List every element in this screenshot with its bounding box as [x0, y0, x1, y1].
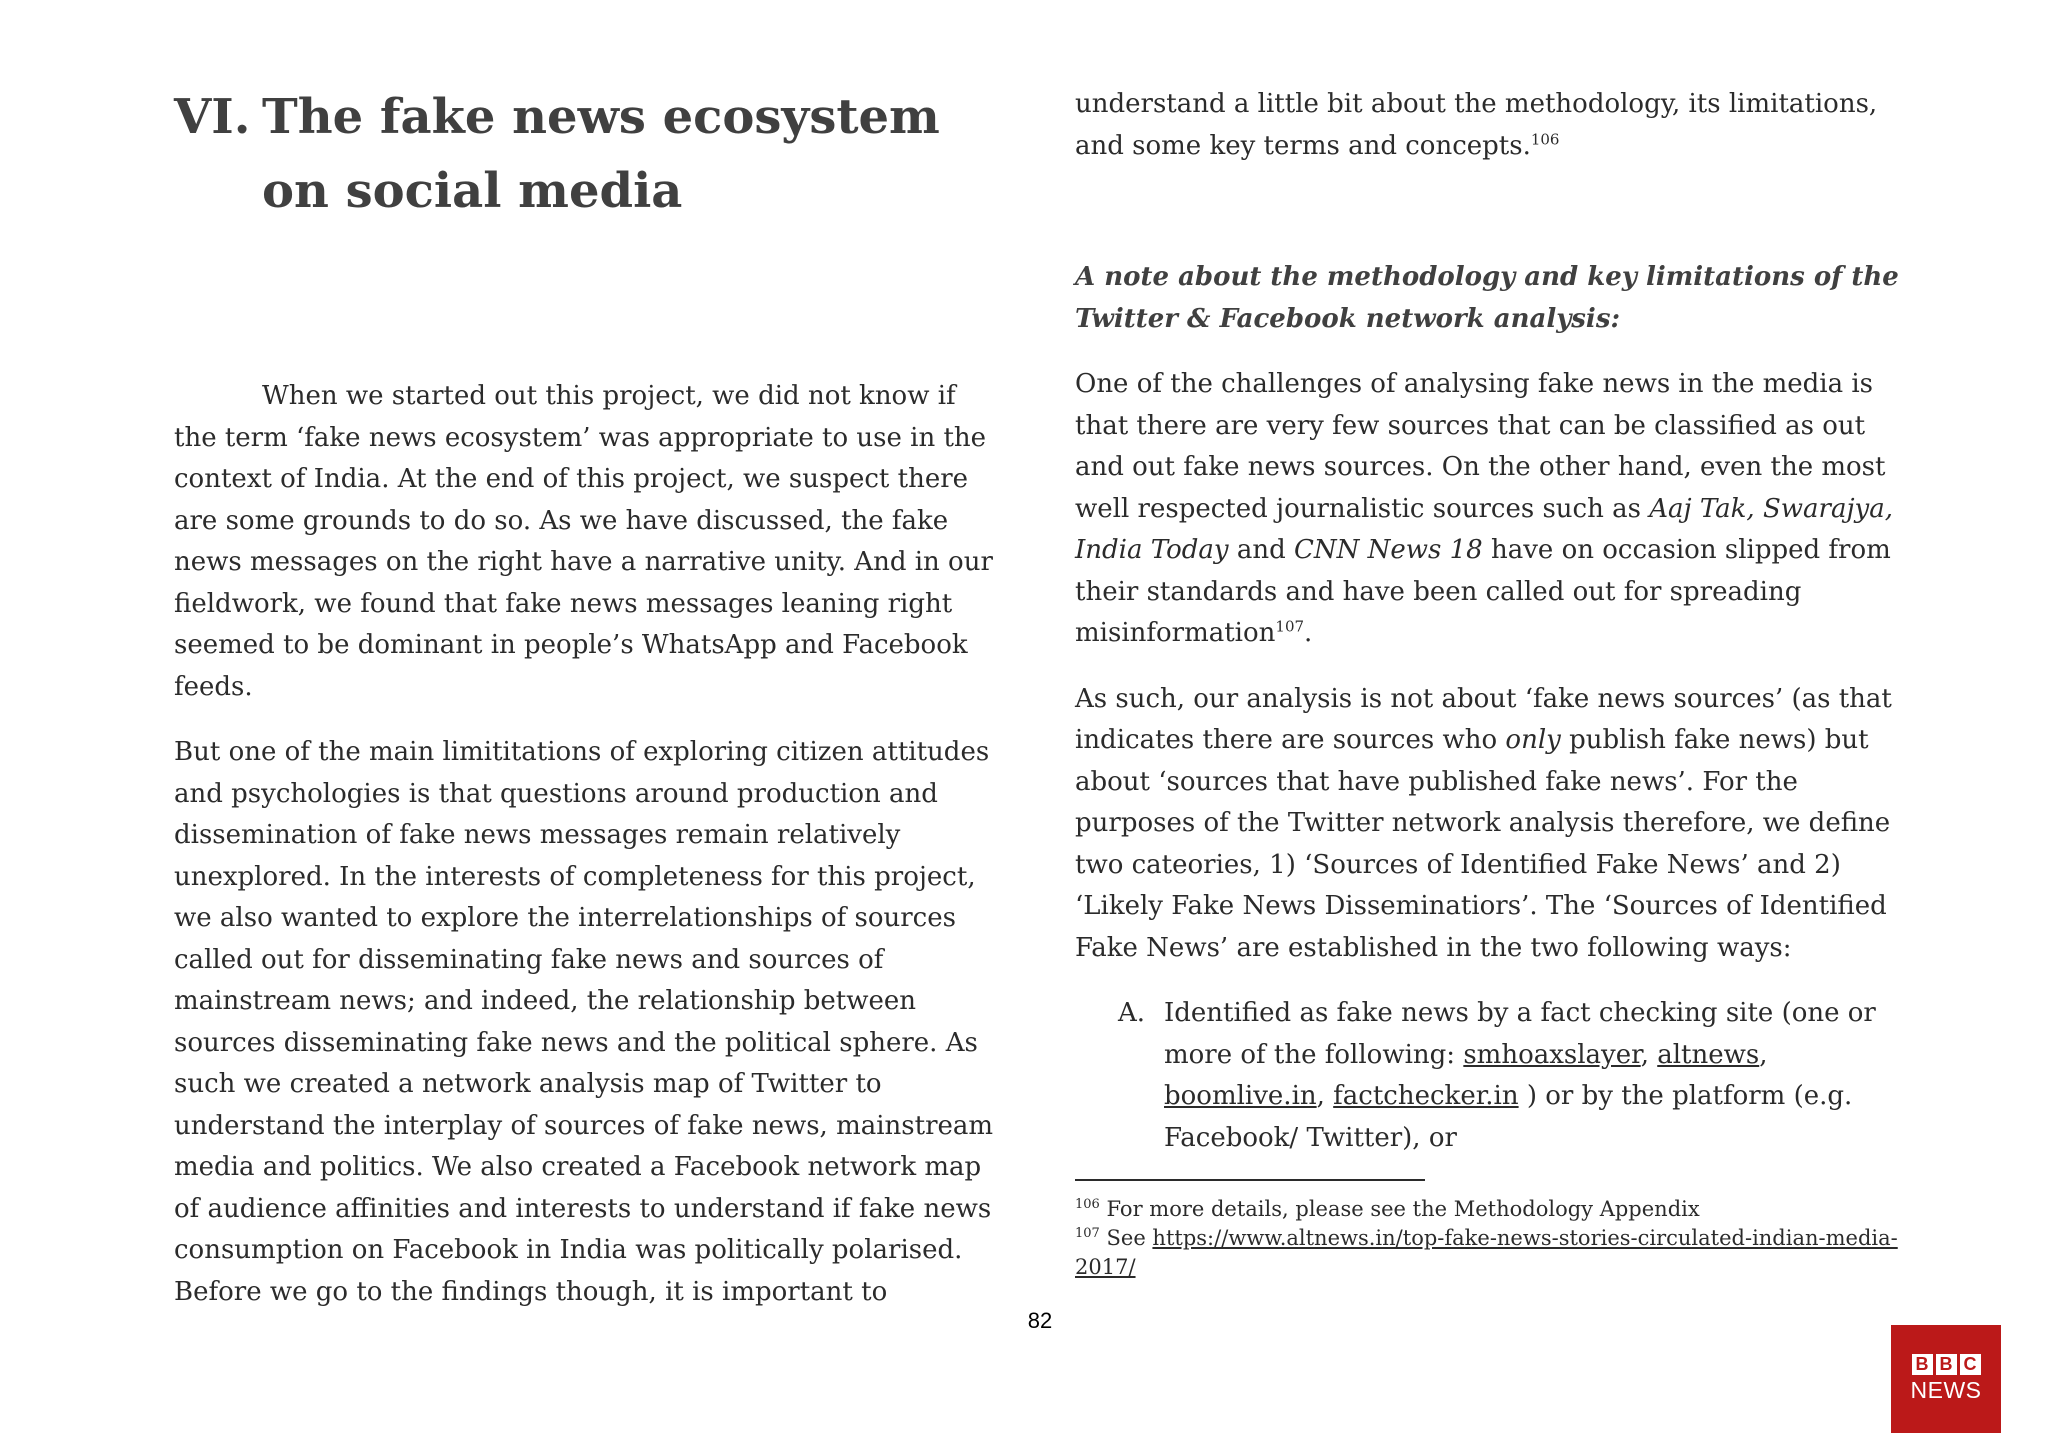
- footnote-text: For more details, please see the Methodology Appendix: [1099, 1197, 1700, 1221]
- footnote-number: 107: [1075, 1226, 1100, 1241]
- bbc-blocks: [1912, 1354, 1981, 1375]
- para1-italic-cnn: CNN News 18: [1293, 535, 1483, 565]
- left-paragraph-2: But one of the main limititations of exploring citizen attitudes and psychologies is that questions around production and dissemination of fake news messages remain relatively unexplored. In the interests of completeness for this project, we also wanted to explore the interrelationships of sources called out for disseminating fake news and sources of mainstream news; and indeed, the relationship between sources disseminating fake news and the political sphere. As such we created a network analysis map of Twitter to understand the interplay of sources of fake news, mainstream media and politics. We also created a Facebook network map of audience affinities and interests to understand if fake news consumption on Facebook in India was politically polarised. Before we go to the findings though, it is important to: [174, 737, 994, 1307]
- footnotes: [1075, 1195, 1905, 1282]
- footnote-divider: [1075, 1179, 1425, 1181]
- link-factchecker[interactable]: factchecker.in: [1333, 1081, 1519, 1111]
- bbc-news-logo: [1891, 1325, 2001, 1433]
- para2-text-c: publish fake news) but about ‘sources that have published fake news’. For the purposes of the Twitter network analysis therefore, we define two cateories, 1) ‘Sources of Identified Fake News’ and 2) ‘Likely Fake News Disseminatiors’. The ‘Sources of Identified Fake News’ are established in the two following ways:: [1075, 725, 1891, 963]
- para1-text-a: One of the challenges of analysing fake news in the media is that there are very few sources that can be classified as out and out fake news sources. On the other hand, even the most well respected journalistic sources such as: [1075, 369, 1886, 524]
- left-column: [174, 80, 994, 1313]
- para2-text-a: As such, our analysis is not about ‘fake news sources’ (as that indicates there are sources who: [1075, 683, 1892, 755]
- methodology-note-heading: A note about the methodology and key limitations of the Twitter & Facebook network analysis:: [1075, 262, 1899, 334]
- footnote-number: 106: [1075, 1197, 1100, 1212]
- list-a-text: Identified as fake news by a fact checking site (one or more of the following:: [1164, 998, 1876, 1070]
- list-item-a: [1075, 993, 1905, 1159]
- link-altnews[interactable]: altnews: [1657, 1039, 1760, 1070]
- para1-italic-sources: Aaj Tak, Swarajya, India Today: [1075, 493, 1893, 565]
- right-column: [1075, 84, 1905, 1282]
- para1-text-c: and: [1228, 535, 1294, 565]
- bbc-block-c: C: [1960, 1354, 1981, 1375]
- intro-text: understand a little bit about the methodology, its limitations, and some key terms and concepts.: [1075, 89, 1878, 161]
- left-paragraph-1: When we started out this project, we did not know if the term ‘fake news ecosystem’ was appropriate to use in the context of India. At the end of this project, we suspect there are some grounds to do so. As we have discussed, the fake news messages on the right have a narrative unity. And in our fieldwork, we found that fake news messages leaning right seemed to be dominant in people’s WhatsApp and Facebook feeds.: [174, 381, 993, 702]
- footnote-text: See: [1099, 1226, 1153, 1250]
- link-boomlive[interactable]: boomlive.in: [1164, 1081, 1317, 1111]
- footnote-106: [1075, 1195, 1905, 1224]
- list-marker: A.: [1118, 998, 1146, 1028]
- page-number: 82: [1027, 1308, 1053, 1333]
- footnote-ref-106[interactable]: 106: [1530, 129, 1560, 148]
- altnews-url-link[interactable]: https://www.altnews.in/top-fake-news-stories-circulated-indian-media-2017/: [1075, 1226, 1898, 1279]
- bbc-block-b: B: [1912, 1354, 1933, 1375]
- list-a-text-end: ) or by the platform (e.g. Facebook/ Twitter), or: [1164, 1081, 1853, 1153]
- logo-news-word: NEWS: [1910, 1377, 1982, 1403]
- footnote-ref-107[interactable]: 107: [1275, 617, 1305, 636]
- bbc-block-b: B: [1936, 1354, 1957, 1375]
- section-title: The fake news ecosystem on social media: [262, 89, 940, 219]
- para2-italic-only: only: [1505, 725, 1561, 755]
- footnote-107: [1075, 1224, 1905, 1282]
- list-sep: ,: [1640, 1039, 1658, 1070]
- section-heading: [174, 80, 994, 228]
- right-intro-paragraph: [1075, 84, 1905, 167]
- section-number: VI.: [174, 89, 251, 145]
- link-smhoaxslayer[interactable]: smhoaxslayer: [1463, 1039, 1641, 1070]
- right-paragraph-1: [1075, 364, 1905, 655]
- right-paragraph-2: [1075, 679, 1905, 970]
- para1-text-e: have on occasion slipped from their standards and have been called out for spreading misinformation: [1075, 535, 1891, 648]
- list-sep: ,: [1316, 1081, 1334, 1111]
- list-sep: ,: [1759, 1039, 1768, 1070]
- para1-text-f: .: [1304, 618, 1313, 648]
